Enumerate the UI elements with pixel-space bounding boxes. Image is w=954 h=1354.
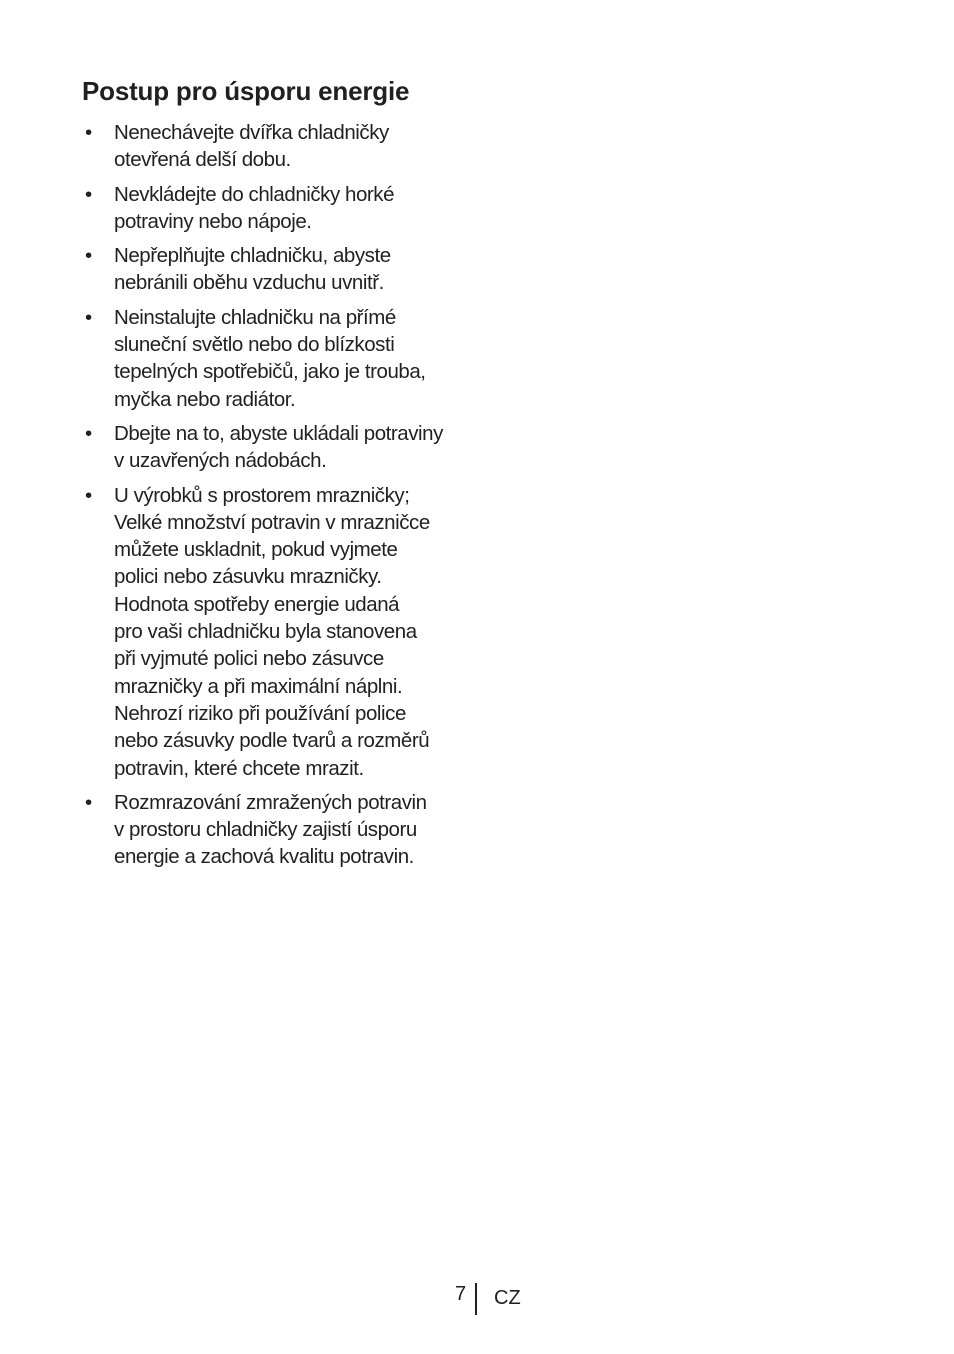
list-item [82, 304, 472, 413]
language-code: CZ [494, 1287, 521, 1309]
tip-text-line: energie a zachová kvalitu potravin. [114, 845, 414, 869]
tip-text-line: Nepřeplňujte chladničku, abyste [114, 244, 391, 268]
tip-text-line: potraviny nebo nápoje. [114, 209, 312, 233]
bullet-icon: • [85, 483, 92, 507]
page-number: 7 [455, 1283, 467, 1305]
page-title: Postup pro úsporu energie [82, 76, 410, 106]
tip-text-line: tepelných spotřebičů, jako je trouba, [114, 360, 426, 384]
tip-text-line: polici nebo zásuvku mrazničky. [114, 565, 382, 589]
tip-text-line: v uzavřených nádobách. [114, 449, 327, 473]
tip-text-line: Dbejte na to, abyste ukládali potraviny [114, 421, 443, 445]
tip-text-line: Nehrozí riziko při používání police [114, 701, 406, 725]
bullet-icon: • [85, 121, 92, 144]
tip-text-line: sluneční světlo nebo do blízkosti [114, 333, 395, 357]
tip-text-line: při vyjmuté polici nebo zásuvce [114, 647, 384, 671]
energy-saving-tips-list [82, 119, 472, 878]
tip-text-line: Nevkládejte do chladničky horké [114, 182, 395, 206]
tip-text-line: otevřená delší dobu. [114, 148, 291, 172]
tip-text-line: nebránili oběhu vzduchu uvnitř. [114, 271, 384, 295]
tip-text-line: Velké množství potravin v mrazničce [114, 510, 430, 534]
tip-text-line: Hodnota spotřeby energie udaná [114, 592, 400, 616]
list-item [82, 789, 472, 871]
bullet-icon: • [85, 421, 92, 445]
bullet-icon: • [85, 790, 92, 814]
tip-text-line: Neinstalujte chladničku na přímé [114, 305, 396, 329]
footer-divider [475, 1283, 477, 1315]
bullet-icon: • [85, 244, 92, 268]
tip-text-line: U výrobků s prostorem mrazničky; [114, 483, 410, 507]
list-item [82, 242, 472, 297]
list-item [82, 482, 472, 782]
tip-text-line: v prostoru chladničky zajistí úsporu [114, 818, 417, 842]
tip-text-line: Nenechávejte dvířka chladničky [114, 121, 389, 144]
tip-text-line: pro vaši chladničku byla stanovena [114, 620, 417, 644]
list-item [82, 181, 472, 236]
list-item [82, 420, 472, 475]
bullet-icon: • [85, 182, 92, 206]
tip-text-line: Rozmrazování zmražených potravin [114, 790, 427, 814]
tip-text-line: myčka nebo radiátor. [114, 387, 296, 411]
bullet-icon: • [85, 305, 92, 329]
tip-text-line: můžete uskladnit, pokud vyjmete [114, 538, 398, 562]
tip-text-line: potravin, které chcete mrazit. [114, 756, 364, 780]
tip-text-line: nebo zásuvky podle tvarů a rozměrů [114, 729, 430, 753]
tip-text-line: mrazničky a při maximální náplni. [114, 674, 403, 698]
list-item [82, 119, 472, 174]
